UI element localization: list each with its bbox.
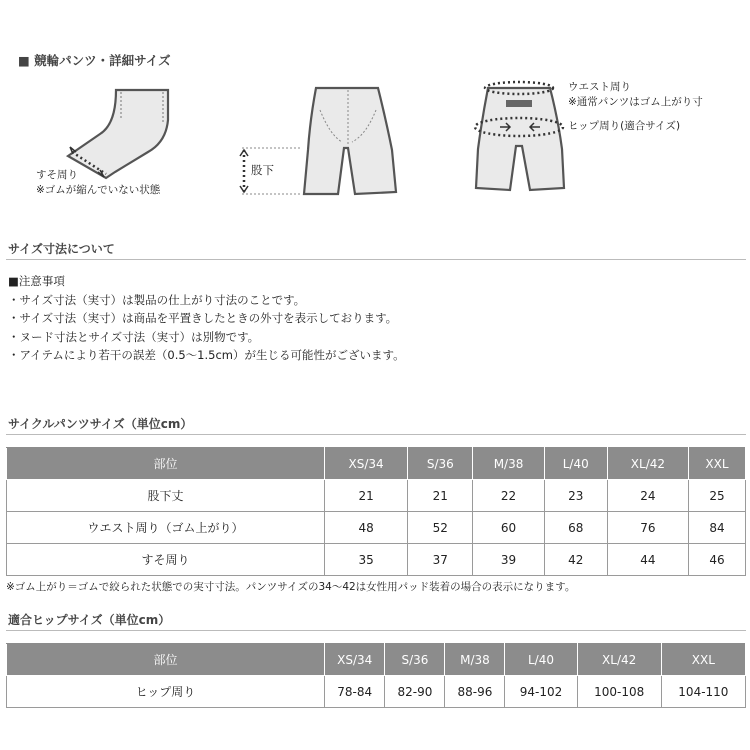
size-notes-title: サイズ寸法について [8, 242, 115, 256]
table-cell: 37 [408, 544, 473, 576]
pants-size-table [6, 447, 746, 576]
table-cell: 78-84 [325, 676, 385, 708]
column-header: XL/42 [577, 644, 661, 676]
column-header: XL/42 [607, 448, 688, 480]
column-header: 部位 [7, 644, 325, 676]
hip-table-title: 適合ヒップサイズ（単位cm） [8, 613, 171, 627]
table-cell: 46 [688, 544, 745, 576]
table-header-row [7, 644, 746, 676]
table-row [7, 676, 746, 708]
column-header: L/40 [544, 448, 607, 480]
row-label: ヒップ周り [7, 676, 325, 708]
table-cell: 21 [325, 480, 408, 512]
column-header: XS/34 [325, 448, 408, 480]
table-row [7, 480, 746, 512]
hip-label: ヒップ周り(適合サイズ) [568, 120, 681, 132]
inseam-diagram [230, 80, 420, 205]
table-row [7, 512, 746, 544]
table-cell: 76 [607, 512, 688, 544]
table-cell: 84 [688, 512, 745, 544]
divider [6, 259, 746, 260]
column-header: S/36 [408, 448, 473, 480]
table-cell: 23 [544, 480, 607, 512]
table-cell: 42 [544, 544, 607, 576]
column-header: L/40 [505, 644, 577, 676]
column-header: XXL [688, 448, 745, 480]
table-cell: 52 [408, 512, 473, 544]
table-cell: 68 [544, 512, 607, 544]
waist-label: ウエスト周り [568, 81, 631, 93]
pants-table-title: サイクルパンツサイズ（単位cm） [8, 417, 193, 431]
row-label: ウエスト周り（ゴム上がり） [7, 512, 325, 544]
table-cell: 35 [325, 544, 408, 576]
table-cell: 44 [607, 544, 688, 576]
column-header: XXL [661, 644, 745, 676]
notes-heading: ■注意事項 [8, 274, 65, 288]
divider [6, 630, 746, 631]
table-cell: 21 [408, 480, 473, 512]
table-row [7, 544, 746, 576]
inseam-label: 股下 [251, 163, 274, 177]
hem-label: すそ周り [36, 169, 78, 181]
row-label: すそ周り [7, 544, 325, 576]
column-header: 部位 [7, 448, 325, 480]
column-header: M/38 [473, 448, 544, 480]
note-item: ・サイズ寸法（実寸）は商品を平置きしたときの外寸を表示しております。 [8, 311, 398, 325]
row-label: 股下丈 [7, 480, 325, 512]
table-cell: 100-108 [577, 676, 661, 708]
table-cell: 88-96 [445, 676, 505, 708]
pants-table-footnote: ※ゴム上がり＝ゴムで絞られた状態での実寸寸法。パンツサイズの34～42は女性用パッド装着の場合の表示になります。 [6, 581, 576, 593]
column-header: S/36 [385, 644, 445, 676]
note-item: ・アイテムにより若干の誤差（0.5～1.5cm）が生じる可能性がございます。 [8, 348, 405, 362]
divider [6, 434, 746, 435]
size-notes-list [8, 272, 405, 365]
waist-note: ※通常パンツはゴム上がり寸 [568, 96, 703, 108]
column-header: XS/34 [325, 644, 385, 676]
page-title: ■ 競輪パンツ・詳細サイズ [18, 53, 171, 68]
note-item: ・サイズ寸法（実寸）は製品の仕上がり寸法のことです。 [8, 292, 306, 307]
hip-size-table [6, 643, 746, 708]
table-cell: 82-90 [385, 676, 445, 708]
table-header-row [7, 448, 746, 480]
waist-hip-diagram [470, 74, 570, 204]
table-cell: 39 [473, 544, 544, 576]
table-cell: 94-102 [505, 676, 577, 708]
table-cell: 24 [607, 480, 688, 512]
table-cell: 25 [688, 480, 745, 512]
table-cell: 22 [473, 480, 544, 512]
table-cell: 60 [473, 512, 544, 544]
note-item: ・ヌード寸法とサイズ寸法（実寸）は別物です。 [8, 329, 260, 344]
column-header: M/38 [445, 644, 505, 676]
hem-note: ※ゴムが縮んでいない状態 [36, 184, 161, 196]
table-cell: 48 [325, 512, 408, 544]
table-cell: 104-110 [661, 676, 745, 708]
